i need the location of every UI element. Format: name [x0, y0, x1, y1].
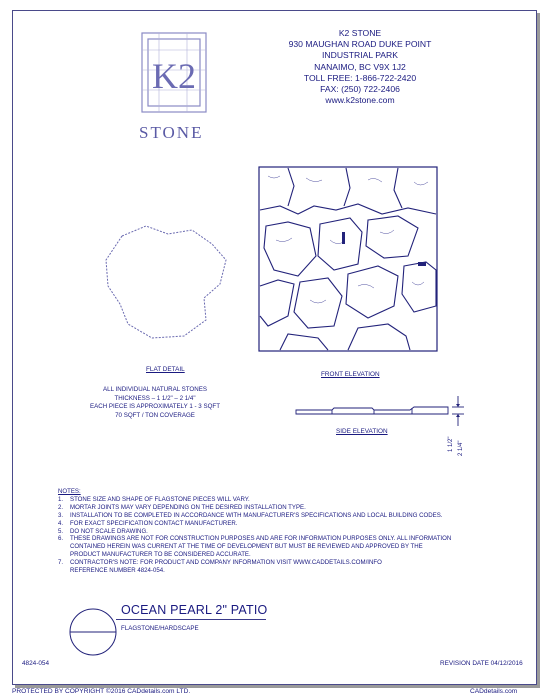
company-info: [260, 28, 460, 106]
company-address-line-1: 930 MAUGHAN ROAD DUKE POINT: [288, 39, 432, 50]
note-item: 5. DO NOT SCALE DRAWING.: [58, 527, 148, 535]
drawing-subtitle: FLAGSTONE/HARDSCAPE: [121, 625, 199, 632]
copyright-notice: PROTECTED BY COPYRIGHT ©2016 CADdetails.com LTD.: [12, 688, 191, 695]
logo-wordmark: STONE: [139, 123, 204, 142]
front-elevation-caption: FRONT ELEVATION: [321, 371, 380, 378]
front-elevation-drawing: [258, 166, 438, 352]
company-fax: FAX: (250) 722-2406: [320, 84, 400, 95]
notes-title: NOTES:: [58, 488, 81, 495]
dimension-min: 1 1/2": [448, 436, 454, 452]
note-continuation: CONTAINED HEREIN WAS CURRENT AT THE TIME OF DEVELOPMENT BUT MUST BE REVIEWED AND APPROVED BY THE: [70, 543, 423, 551]
note-item: 6. THESE DRAWINGS ARE NOT FOR CONSTRUCTION PURPOSES AND ARE FOR INFORMATION PURPOSES ONLY. ALL INFORMATION: [58, 535, 452, 543]
caddetails-link[interactable]: CADdetails.com: [470, 688, 518, 695]
note-item: 4. FOR EXACT SPECIFICATION CONTACT MANUFACTURER.: [58, 519, 238, 527]
note-item: 7. CONTRACTOR'S NOTE: FOR PRODUCT AND COMPANY INFORMATION VISIT WWW.CADDETAILS.COM/INFO: [58, 559, 382, 567]
logo-k2-text: K2: [152, 56, 196, 96]
spec-line: THICKNESS – 1 1/2" – 2 1/4": [114, 394, 196, 402]
company-website: www.k2stone.com: [325, 95, 395, 106]
spec-line: 70 SQFT / TON COVERAGE: [115, 411, 195, 419]
company-toll-free: TOLL FREE: 1-866-722-2420: [303, 72, 417, 83]
note-continuation: REFERENCE NUMBER 4824-054.: [70, 567, 165, 575]
note-item: 2. MORTAR JOINTS MAY VARY DEPENDING ON THE DESIRED INSTALLATION TYPE.: [58, 503, 306, 511]
side-elevation-drawing: [290, 392, 465, 452]
sheet-number: 4824-054: [22, 660, 50, 667]
company-name: K2 STONE: [338, 28, 382, 38]
k2-logo-mark: [139, 30, 209, 115]
drawing-title: OCEAN PEARL 2" PATIO: [121, 603, 268, 617]
note-item: 1. STONE SIZE AND SHAPE OF FLAGSTONE PIECES WILL VARY.: [58, 495, 250, 503]
company-address-line-2: INDUSTRIAL PARK: [322, 50, 398, 61]
note-item: 3. INSTALLATION TO BE COMPLETED IN ACCORDANCE WITH MANUFACTURER'S SPECIFICATIONS AND LOCAL BUILDING CODES.: [58, 511, 443, 519]
note-continuation: PRODUCT MANUFACTURER TO BE CONSIDERED ACCURATE.: [70, 551, 251, 559]
spec-line: ALL INDIVIDUAL NATURAL STONES: [103, 386, 207, 393]
side-elevation-caption: SIDE ELEVATION: [336, 428, 388, 435]
flat-detail-caption: FLAT DETAIL: [146, 366, 185, 373]
revision-date: REVISION DATE 04/12/2016: [440, 660, 523, 667]
spec-line: EACH PIECE IS APPROXIMATELY 1 - 3 SQFT: [90, 403, 220, 411]
stone-specifications: [55, 386, 255, 420]
title-underline: [116, 619, 266, 620]
title-symbol-circle: [68, 607, 118, 657]
company-city: NANAIMO, BC V9X 1J2: [314, 61, 406, 72]
dimension-max: 2 1/4": [458, 440, 464, 456]
flat-detail-drawing: [100, 220, 230, 345]
notes-block: [58, 488, 478, 575]
